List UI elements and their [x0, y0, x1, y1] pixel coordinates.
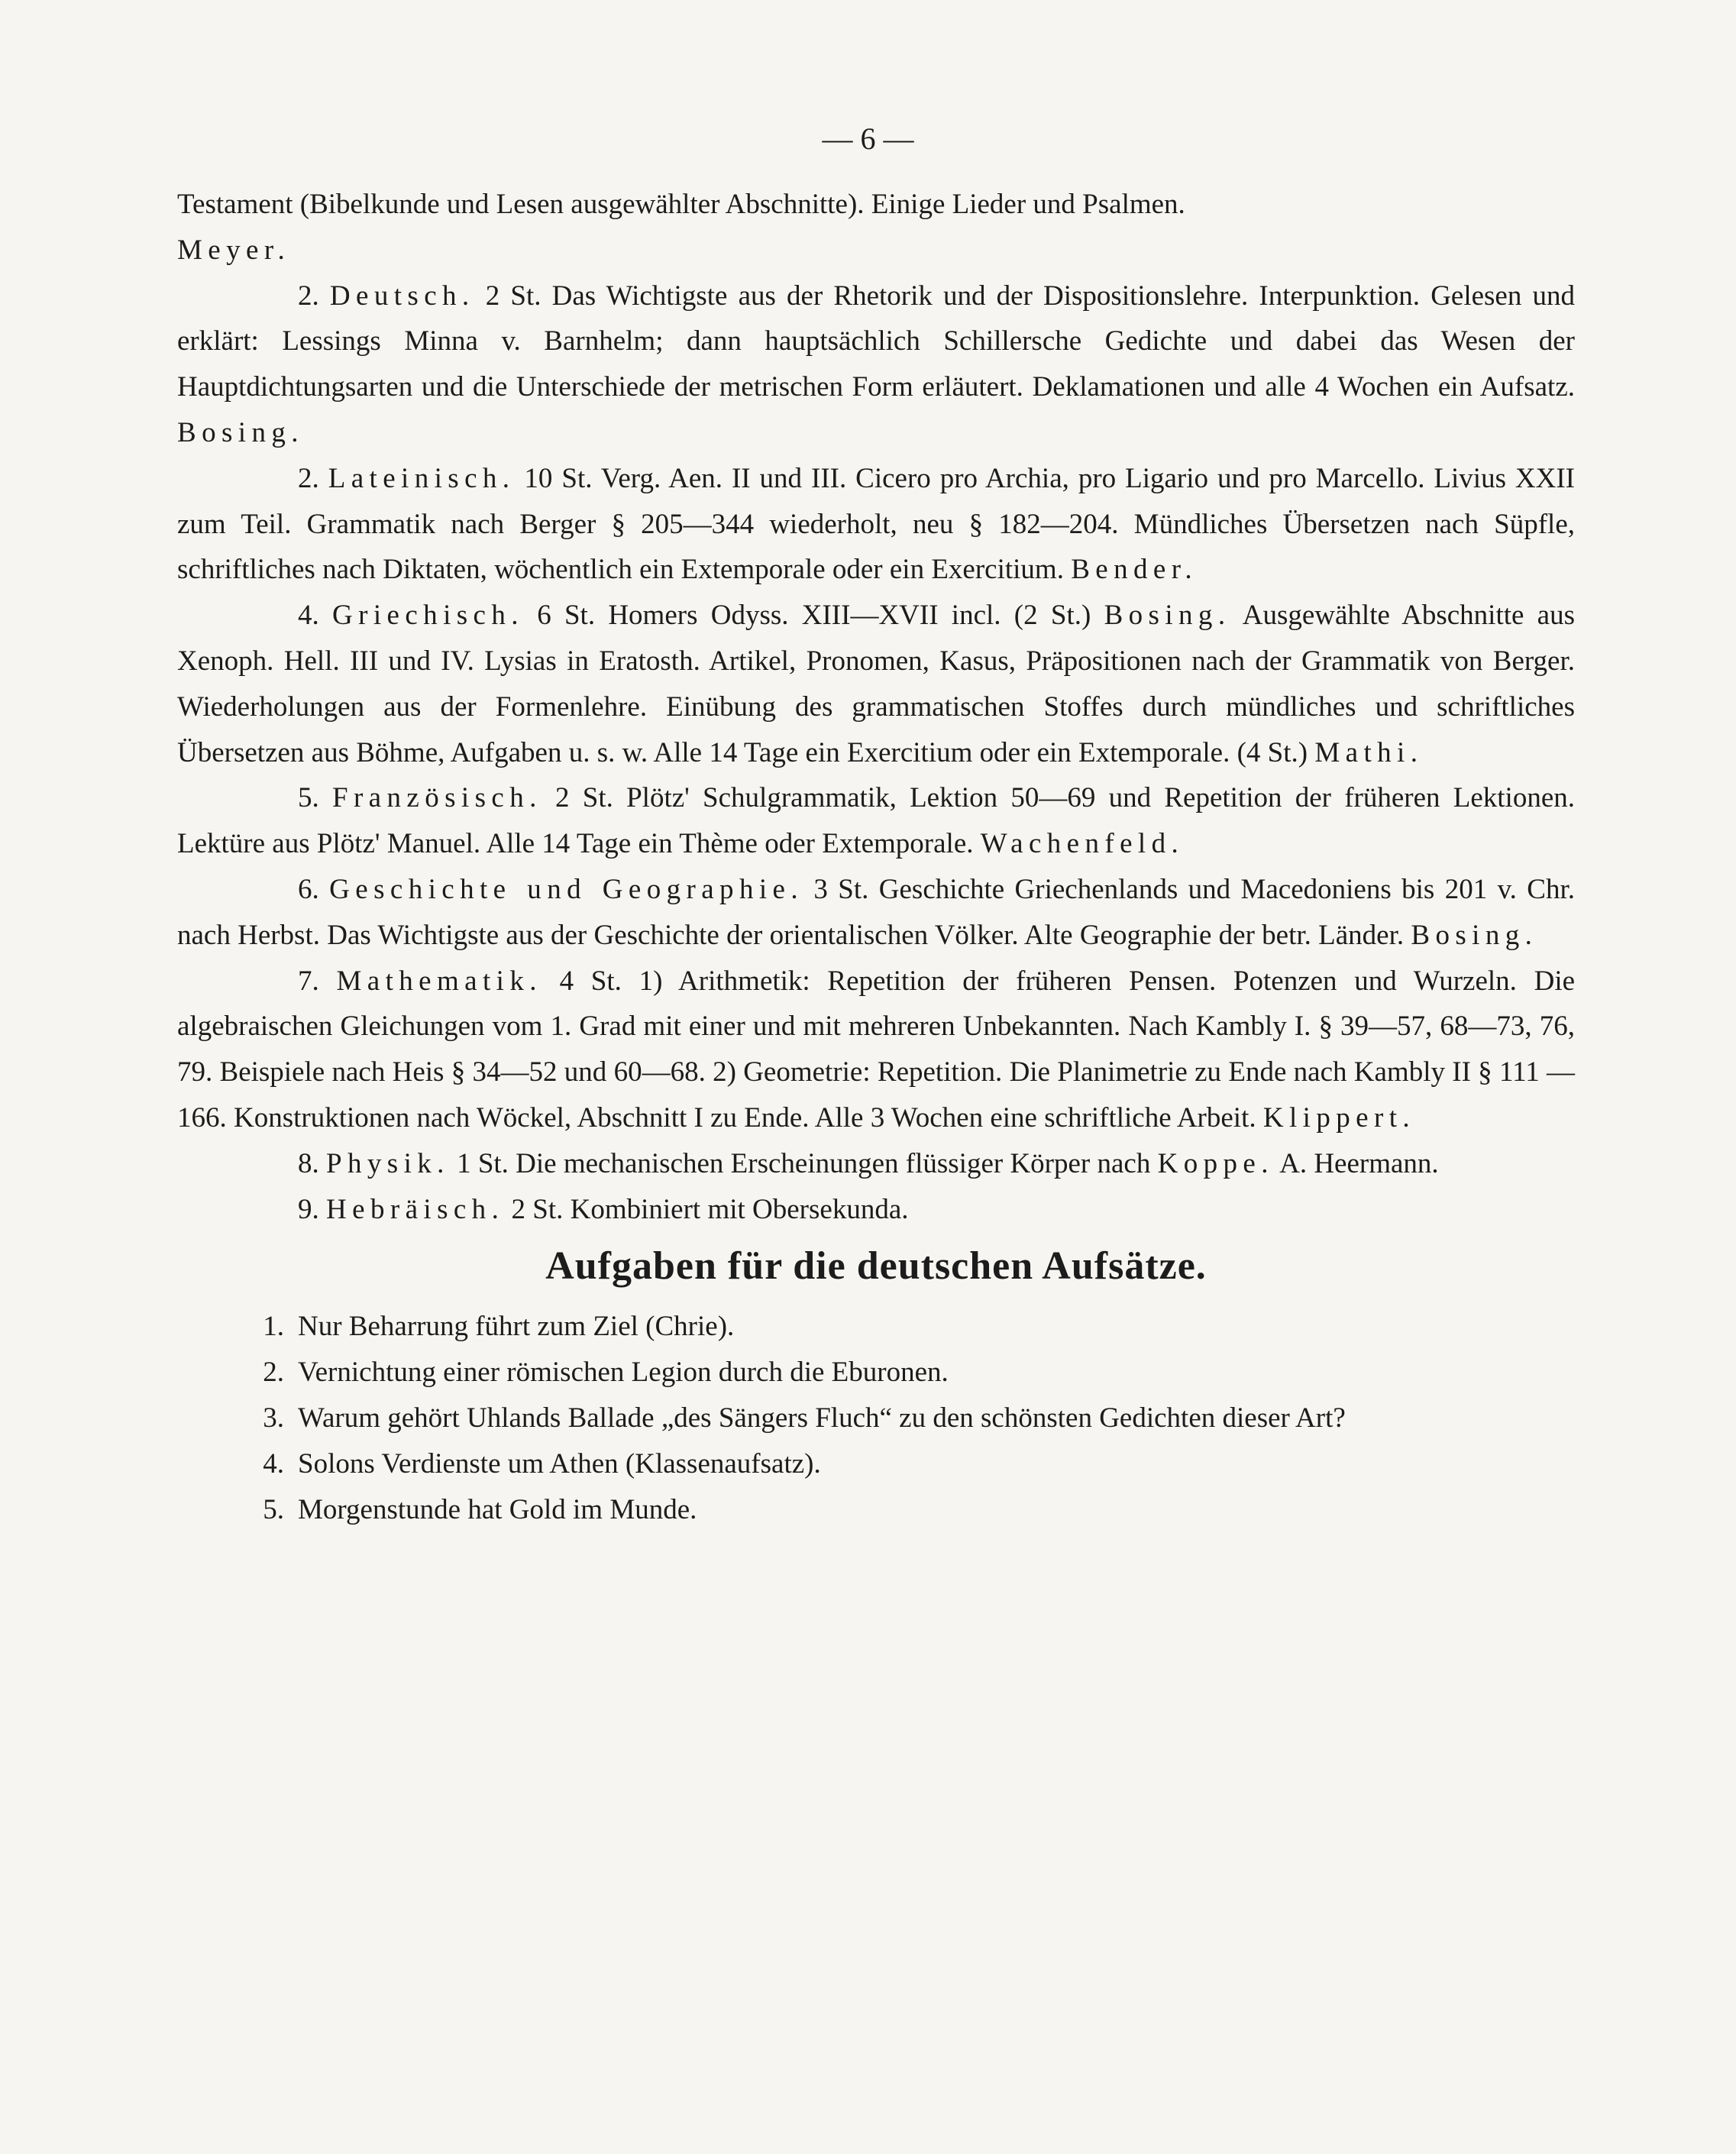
subject-franzoesisch	[177, 775, 1575, 867]
subject-number: 9.	[298, 1193, 319, 1225]
subject-physik	[177, 1141, 1575, 1187]
subject-name: Geschichte und Geographie.	[329, 873, 804, 905]
subject-teacher: Bosing.	[1411, 919, 1538, 951]
subject-griechisch	[177, 593, 1575, 775]
essay-text: Nur Beharrung führt zum Ziel (Chrie).	[298, 1311, 735, 1343]
subject-text: 2 St. Plötz' Schulgrammatik, Lektion 50—69 und Repetition der früheren Lektionen. Lektüre aus Plötz' Manuel. Alle 14 Tage ein Thème oder Extemporale.	[177, 782, 1576, 860]
subject-name: Deutsch.	[329, 280, 475, 312]
subject-text: 6 St. Homers Odyss. XIII—XVII incl. (2 St.)	[537, 600, 1091, 632]
essay-item	[177, 1487, 1575, 1533]
subject-geschichte	[177, 867, 1575, 959]
subject-mathematik	[177, 959, 1575, 1141]
subject-number: 5.	[298, 782, 319, 814]
subject-name: Französisch.	[331, 782, 542, 814]
subject-teacher-second: A. Heermann.	[1279, 1147, 1439, 1179]
subject-text: 4 St. 1) Arithmetik: Repetition der früheren Pensen. Potenzen und Wurzeln. Die algebraischen Gleichungen vom 1. Grad mit einer und mit mehreren Unbekannten. Nach Kambly I. § 39—57, 68—73, 76, 79. Beispiele nach Heis § 34—52 und 60—68. 2) Geometrie: Repetition. Die Planimetrie zu Ende nach Kambly II § 111 — 166. Konstruktionen nach Wöckel, Abschnitt I zu Ende. Alle 3 Wochen eine schriftliche Arbeit.	[177, 965, 1576, 1134]
subject-text: 10 St. Verg. Aen. II und III. Cicero pro Archia, pro Ligario und pro Marcello. Livius XXII zum Teil. Grammatik nach Berger § 205—344 wiederholt, neu § 182—204. Mündliches Übersetzen nach Süpfle, schriftliches nach Diktaten, wöchentlich ein Extemporale oder ein Exercitium.	[177, 462, 1575, 586]
essay-text: Warum gehört Uhlands Ballade „des Sängers Fluch“ zu den schönsten Gedichten dieser Art?	[298, 1402, 1346, 1434]
subject-number: 2.	[298, 462, 319, 494]
essay-text: Vernichtung einer römischen Legion durch die Eburonen.	[298, 1357, 949, 1389]
essay-text: Solons Verdienste um Athen (Klassenaufsatz).	[298, 1447, 821, 1480]
subject-name: Mathematik.	[336, 965, 542, 997]
subject-text: 2 St. Das Wichtigste aus der Rhetorik und der Dispositionslehre. Interpunktion. Gelesen und erklärt: Lessings Minna v. Barnhelm; dann hauptsächlich Schillersche Gedichte und dabei das Wesen der Hauptdichtungsarten und die Unterschiede der metrischen Form erläutert. Deklamationen und alle 4 Wochen ein Aufsatz.	[177, 280, 1575, 403]
intro-teacher: Meyer.	[177, 234, 291, 266]
essay-number: 3.	[263, 1402, 284, 1434]
page-number: — 6 —	[822, 121, 914, 156]
intro-text: Testament (Bibelkunde und Lesen ausgewählter Abschnitte). Einige Lieder und Psalmen.	[177, 189, 1185, 220]
essay-item	[177, 1304, 1575, 1350]
subject-name: Physik.	[326, 1147, 450, 1179]
essay-text: Morgenstunde hat Gold im Munde.	[298, 1493, 697, 1525]
subject-name: Hebräisch.	[326, 1193, 505, 1225]
subject-text: 2 St. Kombiniert mit Obersekunda.	[511, 1193, 909, 1225]
subject-text: 1 St. Die mechanischen Erscheinungen flüssiger Körper nach	[457, 1147, 1151, 1179]
essay-item	[177, 1441, 1575, 1487]
essay-heading: Aufgaben für die deutschen Aufsätze.	[545, 1244, 1207, 1289]
subject-teacher: Koppe.	[1157, 1147, 1274, 1179]
intro-paragraph	[177, 182, 1575, 273]
subject-deutsch	[177, 273, 1575, 456]
subject-teacher: Mathi.	[1314, 736, 1424, 768]
essay-number: 5.	[263, 1493, 284, 1525]
essay-item	[177, 1350, 1575, 1396]
body-text	[177, 182, 1575, 1532]
subject-lateinisch	[177, 456, 1575, 593]
subject-hebraeisch	[177, 1187, 1575, 1233]
subject-number: 8.	[298, 1147, 319, 1179]
subject-text-continued: Ausgewählte Abschnitte aus Xenoph. Hell. III und IV. Lysias in Eratosth. Artikel, Pronomen, Kasus, Präpositionen nach der Grammatik von Berger. Wiederholungen aus der Formenlehre. Einübung des grammatischen Stoffes durch mündliches und schriftliches Übersetzen aus Böhme, Aufgaben u. s. w. Alle 14 Tage ein Exercitium oder ein Extemporale. (4 St.)	[177, 600, 1576, 768]
subject-number: 6.	[298, 873, 319, 905]
subject-name: Griechisch.	[332, 600, 524, 632]
subject-teacher: Bender.	[1071, 554, 1198, 586]
subject-teacher: Klippert.	[1262, 1101, 1416, 1134]
subject-teacher: Bosing.	[177, 416, 304, 448]
essay-number: 1.	[263, 1311, 284, 1343]
essay-number: 4.	[263, 1447, 284, 1480]
subject-number: 2.	[298, 280, 319, 312]
subject-number: 7.	[298, 965, 319, 997]
subject-teacher: Bosing.	[1104, 600, 1231, 632]
subject-text: 3 St. Geschichte Griechenlands und Macedoniens bis 201 v. Chr. nach Herbst. Das Wichtigste aus der Geschichte der orientalischen Völker. Alte Geographie der betr. Länder.	[177, 873, 1576, 951]
subject-teacher: Wachenfeld.	[980, 828, 1185, 860]
essay-item	[177, 1396, 1575, 1441]
essay-number: 2.	[263, 1357, 284, 1389]
subject-name: Lateinisch.	[328, 462, 516, 494]
subject-number: 4.	[298, 600, 319, 632]
